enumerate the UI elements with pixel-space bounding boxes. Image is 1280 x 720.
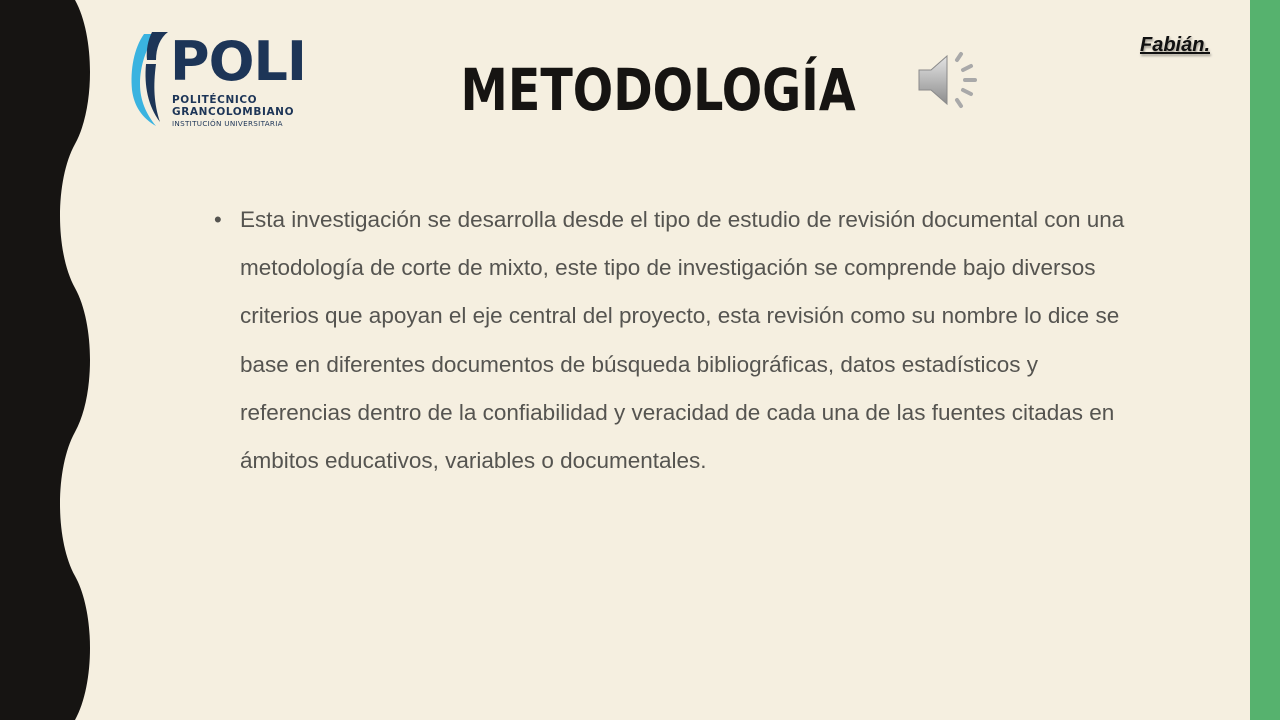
bullet-item	[214, 196, 1134, 485]
right-accent-band	[1250, 0, 1280, 720]
poli-logo	[126, 30, 306, 130]
logo-subtitle-2: GRANCOLOMBIANO	[172, 106, 295, 118]
slide-title: METODOLOGÍA	[460, 56, 856, 124]
logo-subtitle-1: POLITÉCNICO	[172, 94, 258, 106]
speaker-icon[interactable]	[913, 46, 983, 112]
logo-swoosh-icon	[126, 30, 172, 130]
bullet-dot: •	[214, 207, 222, 232]
bullet-text: Esta investigación se desarrolla desde el tipo de estudio de revisión documental con una metodología de corte de mixto, este tipo de investigación se comprende bajo diversos criterios que apoyan el eje central del proyecto, esta revisión como su nombre lo dice se base en diferentes documentos de búsqueda bibliográficas, datos estadísticos y referencias dentro de la confiabilidad y veracidad de cada una de las fuentes citadas en ámbitos educativos, variables o documentales.	[240, 207, 1125, 474]
logo-wordmark: POLI	[170, 30, 306, 93]
logo-subtitle-3: INSTITUCIÓN UNIVERSITARIA	[172, 119, 283, 128]
slide-body	[214, 196, 1134, 485]
left-wave-border	[0, 0, 100, 720]
author-label: Fabián.	[1139, 34, 1210, 56]
